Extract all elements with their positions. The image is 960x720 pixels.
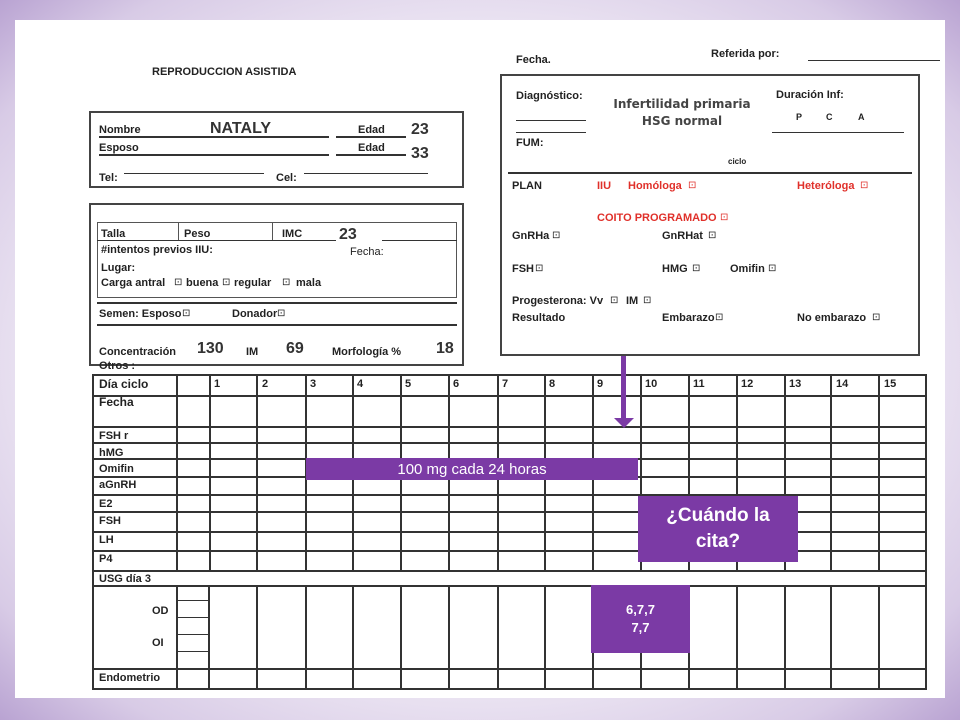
grid-row-label: hMG [99, 447, 124, 459]
duracion-label: Duración Inf: [776, 89, 844, 101]
omifin-plan-checkbox[interactable]: ⊡ [768, 263, 777, 274]
usg-subrow-line [176, 600, 208, 601]
spouse-age: 33 [411, 145, 429, 162]
mala-checkbox[interactable]: ⊡ [282, 277, 291, 288]
resultado-label: Resultado [512, 312, 566, 324]
gnrhat-checkbox[interactable]: ⊡ [708, 230, 717, 241]
grid-row-line [92, 668, 927, 670]
usg-col-line [544, 585, 546, 689]
grid-row-label: USG día 3 [99, 573, 151, 585]
p-label: P [796, 112, 803, 122]
grid-day-label: 11 [693, 378, 705, 390]
usg-col-line [256, 585, 258, 689]
follicle-measurements [591, 585, 690, 653]
grid-row-line [92, 494, 927, 496]
grid-day-label: 10 [645, 378, 658, 390]
peso-label: Peso [184, 228, 211, 240]
grid-row-line [92, 531, 927, 533]
lugar-label: Lugar: [101, 262, 136, 274]
iiu-label: IIU [597, 180, 612, 192]
buena-label: buena [186, 277, 219, 289]
homologa-label: Homóloga [628, 180, 682, 192]
grid-day-label: 14 [836, 378, 849, 390]
omifin-dose-banner: 100 mg cada 24 horas [306, 458, 638, 480]
fum-label: FUM: [516, 137, 544, 149]
hmg-plan-label: HMG [662, 263, 688, 275]
fecha2-label: Fecha: [350, 246, 384, 258]
edad-label: Edad [358, 124, 385, 136]
patient-name: NATALY [210, 120, 272, 137]
grid-row-line [92, 442, 927, 444]
grid-day-label: 2 [262, 378, 269, 390]
grid-day-label: 3 [310, 378, 317, 390]
grid-day-label: 15 [884, 378, 897, 390]
a-label: A [858, 112, 865, 122]
fecha-row-label: Fecha [99, 395, 134, 409]
donador-checkbox[interactable]: ⊡ [277, 308, 286, 319]
grid-col-line [878, 374, 880, 570]
grid-row-label: OI [152, 637, 164, 649]
usg-col-line [448, 585, 450, 689]
donador-label: Donador [232, 308, 278, 320]
dia-ciclo-label: Día ciclo [99, 377, 149, 391]
grid-row-line [92, 426, 927, 428]
heterologa-checkbox[interactable]: ⊡ [860, 180, 869, 191]
concentration-value: 130 [197, 340, 224, 357]
grid-label-divider [176, 374, 178, 570]
usg-col-line [878, 585, 880, 689]
grid-col-line [209, 374, 211, 570]
grid-col-line [830, 374, 832, 570]
esposo-checkbox[interactable]: ⊡ [182, 308, 191, 319]
usg-col-line [400, 585, 402, 689]
grid-day-label: 12 [741, 378, 754, 390]
question-line-2: cita? [695, 531, 741, 552]
regular-checkbox[interactable]: ⊡ [222, 277, 231, 288]
nombre-label: Nombre [99, 124, 141, 136]
grid-row-label: Omifin [99, 463, 134, 475]
concentracion-label: Concentración [99, 346, 177, 358]
tel-label: Tel: [99, 172, 118, 184]
grid-row-label: FSH r [99, 430, 129, 442]
no-embarazo-label: No embarazo [797, 312, 867, 324]
grid-row-label: E2 [99, 498, 113, 510]
grid-row-label: Endometrio [99, 672, 161, 684]
oi-values: 7,7 [631, 620, 650, 635]
grid-day-label: 9 [597, 378, 604, 390]
grid-col-line [256, 374, 258, 570]
diagnosis-line-2: HSG normal [641, 114, 723, 128]
question-callout [638, 496, 798, 562]
hmg-plan-checkbox[interactable]: ⊡ [692, 263, 701, 274]
im-value: 69 [286, 340, 304, 357]
buena-checkbox[interactable]: ⊡ [174, 277, 183, 288]
imc-label: IMC [282, 228, 303, 240]
usg-col-line [497, 585, 499, 689]
no-embarazo-checkbox[interactable]: ⊡ [872, 312, 881, 323]
grid-row-label: LH [99, 534, 114, 546]
grid-row-label: OD [152, 605, 169, 617]
fsh-plan-label: FSH [512, 263, 534, 275]
morfologia-label: Morfología % [332, 346, 402, 358]
usg-col-line [830, 585, 832, 689]
im-plan-checkbox[interactable]: ⊡ [643, 295, 652, 306]
grid-day-label: 7 [502, 378, 509, 390]
grid-border-top [92, 374, 927, 376]
usg-col-line [305, 585, 307, 689]
gnrha-label: GnRHa [512, 230, 550, 242]
grid-border-bottom [92, 688, 927, 690]
diagnostico-label: Diagnóstico: [516, 90, 583, 102]
im-plan-label: IM [626, 295, 639, 307]
usg-subrow-line [176, 651, 208, 652]
talla-label: Talla [101, 228, 126, 240]
grid-row-line [92, 395, 927, 397]
edad-esposo-label: Edad [358, 142, 385, 154]
grid-row-label: P4 [99, 553, 113, 565]
plan-label: PLAN [512, 180, 542, 192]
referida-label: Referida por: [711, 48, 780, 60]
c-label: C [826, 112, 833, 122]
gnrha-checkbox[interactable]: ⊡ [552, 230, 561, 241]
grid-row-label: FSH [99, 515, 121, 527]
usg-subrow-line [176, 617, 208, 618]
od-values: 6,7,7 [626, 602, 655, 617]
ciclo-partial-label: ciclo [728, 157, 747, 166]
grid-row-line [92, 585, 927, 587]
morphology-value: 18 [436, 340, 454, 357]
semen-label: Semen: Esposo [99, 308, 182, 320]
usg-col-line [208, 585, 210, 689]
usg-subrow-line [176, 634, 208, 635]
im-label: IM [246, 346, 259, 358]
grid-row-line [92, 550, 927, 552]
patient-age: 23 [411, 121, 429, 138]
embarazo-checkbox[interactable]: ⊡ [715, 312, 724, 323]
diagnosis-line-1: Infertilidad primaria [613, 97, 751, 111]
grid-day-label: 4 [357, 378, 364, 390]
grid-row-line [92, 570, 927, 572]
grid-day-label: 1 [214, 378, 221, 390]
arrow-down-icon [614, 418, 634, 428]
esposo-label: Esposo [99, 142, 139, 154]
vv-checkbox[interactable]: ⊡ [610, 295, 619, 306]
homologa-checkbox[interactable]: ⊡ [688, 180, 697, 191]
embarazo-label: Embarazo [662, 312, 715, 324]
grid-row-label: aGnRH [99, 479, 137, 491]
fsh-plan-checkbox[interactable]: ⊡ [535, 263, 544, 274]
imc-value: 23 [336, 226, 382, 244]
omifin-plan-label: Omifin [730, 263, 765, 275]
grid-day-label: 13 [789, 378, 802, 390]
progesterona-label: Progesterona: Vv [512, 295, 604, 307]
grid-day-label: 6 [453, 378, 460, 390]
arrow-shaft [621, 356, 626, 420]
gnrhat-label: GnRHat [662, 230, 703, 242]
mala-label: mala [296, 277, 322, 289]
coito-checkbox[interactable]: ⊡ [720, 212, 729, 223]
coito-label: COITO PROGRAMADO [597, 212, 717, 224]
question-line-1: ¿Cuándo la [666, 505, 770, 526]
form-title: REPRODUCCION ASISTIDA [152, 66, 297, 78]
grid-row-line [92, 511, 927, 513]
carga-antral-label: Carga antral [101, 277, 166, 289]
usg-col-line [784, 585, 786, 689]
heterologa-label: Heteróloga [797, 180, 855, 192]
grid-day-label: 5 [405, 378, 412, 390]
intentos-label: #intentos previos IIU: [101, 244, 213, 256]
usg-col-line [352, 585, 354, 689]
grid-day-label: 8 [549, 378, 556, 390]
cel-label: Cel: [276, 172, 297, 184]
otros-label: Otros : [99, 360, 136, 372]
usg-col-line [736, 585, 738, 689]
regular-label: regular [234, 277, 272, 289]
fecha-label: Fecha. [516, 54, 551, 66]
